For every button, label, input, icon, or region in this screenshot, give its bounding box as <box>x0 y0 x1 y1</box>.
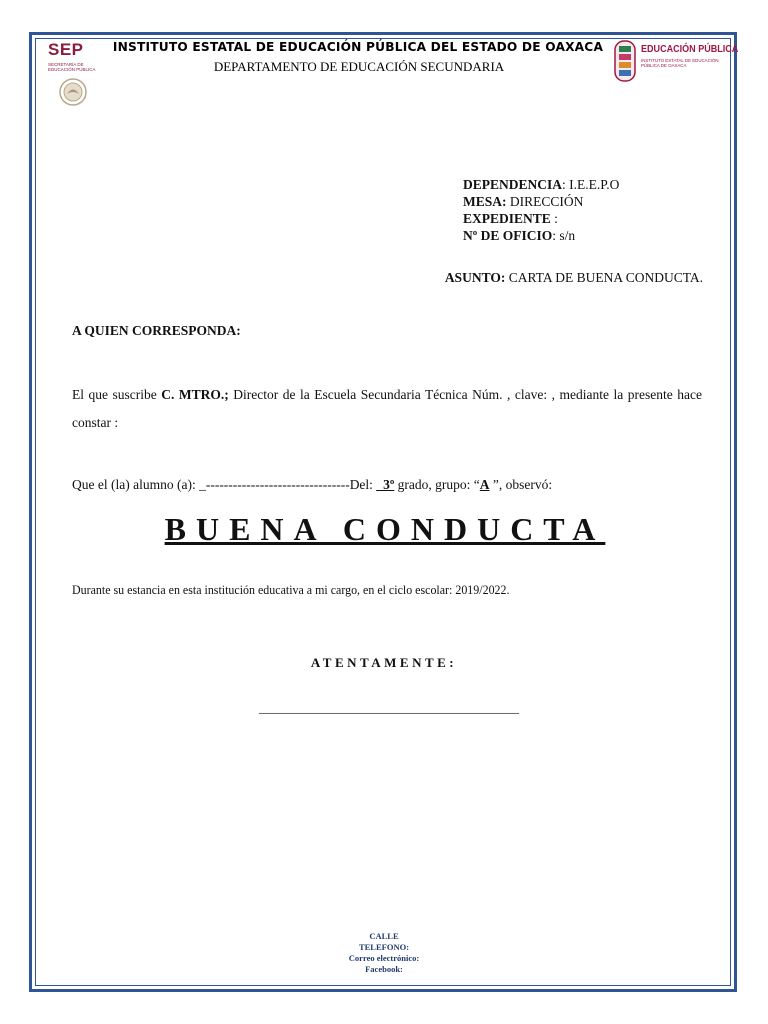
expediente-value: : <box>550 211 558 226</box>
closing: ATENTAMENTE: <box>310 655 458 670</box>
greeting: A QUIEN CORRESPONDA: <box>72 323 241 338</box>
group-value: A <box>479 477 490 492</box>
meta-dependencia <box>463 176 619 193</box>
department-title: DEPARTAMENTO DE EDUCACIÓN SECUNDARIA <box>213 59 505 74</box>
body-paragraph-1 <box>72 381 702 437</box>
body-paragraph-3: Durante su estancia en esta institución educativa a mi cargo, en el ciclo escolar: 2019/2022. <box>72 582 510 597</box>
footer-correo: Correo electrónico: <box>348 953 420 963</box>
p1-before: El que suscribe <box>72 387 162 402</box>
educacion-publica-logo <box>614 40 739 84</box>
grade-value-wrap <box>376 477 394 492</box>
sep-acronym: SEP <box>48 40 84 59</box>
oficio-label: Nº DE OFICIO <box>463 228 553 243</box>
expediente-label: EXPEDIENTE <box>463 211 551 226</box>
p2-end: ”, observó: <box>489 477 553 492</box>
grade-value: _3º <box>376 477 395 492</box>
body-paragraph-2 <box>72 477 552 493</box>
meta-oficio <box>463 227 619 244</box>
p2-del: Del: <box>349 477 377 492</box>
meta-mesa <box>463 193 619 210</box>
p2-before: Que el (la) alumno (a): <box>72 477 200 492</box>
dependencia-value: : I.E.E.P.O <box>562 177 620 192</box>
document-meta <box>463 176 619 244</box>
footer-contact <box>0 931 768 975</box>
sep-subtitle: SECRETARÍA DE EDUCACIÓN PÚBLICA <box>48 62 96 72</box>
footer-calle: CALLE <box>369 931 399 941</box>
meta-expediente <box>463 210 619 227</box>
mesa-label: MESA: <box>463 194 507 209</box>
subject-value: CARTA DE BUENA CONDUCTA. <box>505 270 703 285</box>
footer-telefono: TELEFONO: <box>358 942 410 952</box>
p1-after: Director de la Escuela Secundaria Técnica Núm. , clave: , mediante la presente hace constar : <box>72 387 702 430</box>
dependencia-label: DEPENDENCIA <box>463 177 563 192</box>
ep-logo-subtitle: INSTITUTO ESTATAL DE EDUCACIÓN PÚBLICA DE OAXACA <box>641 58 719 68</box>
subject-line <box>445 270 703 286</box>
institution-title: INSTITUTO ESTATAL DE EDUCACIÓN PÚBLICA DEL ESTADO DE OAXACA <box>112 40 604 54</box>
group-value-wrap <box>480 477 490 492</box>
signature-line: ________________________________________ <box>259 700 519 715</box>
certificate-title-text: BUENA CONDUCTA <box>164 511 606 547</box>
national-seal-icon <box>56 77 90 107</box>
oaxaca-emblem-icon <box>614 40 636 82</box>
sep-logo <box>48 40 110 110</box>
mesa-value: DIRECCIÓN <box>506 194 584 209</box>
subject-label: ASUNTO: <box>444 270 506 285</box>
footer-facebook: Facebook: <box>365 964 403 974</box>
p2-grade-after: grado, grupo: “ <box>394 477 480 492</box>
oficio-value: : s/n <box>552 228 576 243</box>
student-name-blank: _-------------------------------- <box>199 477 350 492</box>
p1-signer-title: C. MTRO.; <box>161 387 229 402</box>
certificate-title <box>0 511 768 548</box>
ep-logo-title: EDUCACIÓN PÚBLICA <box>641 43 739 55</box>
